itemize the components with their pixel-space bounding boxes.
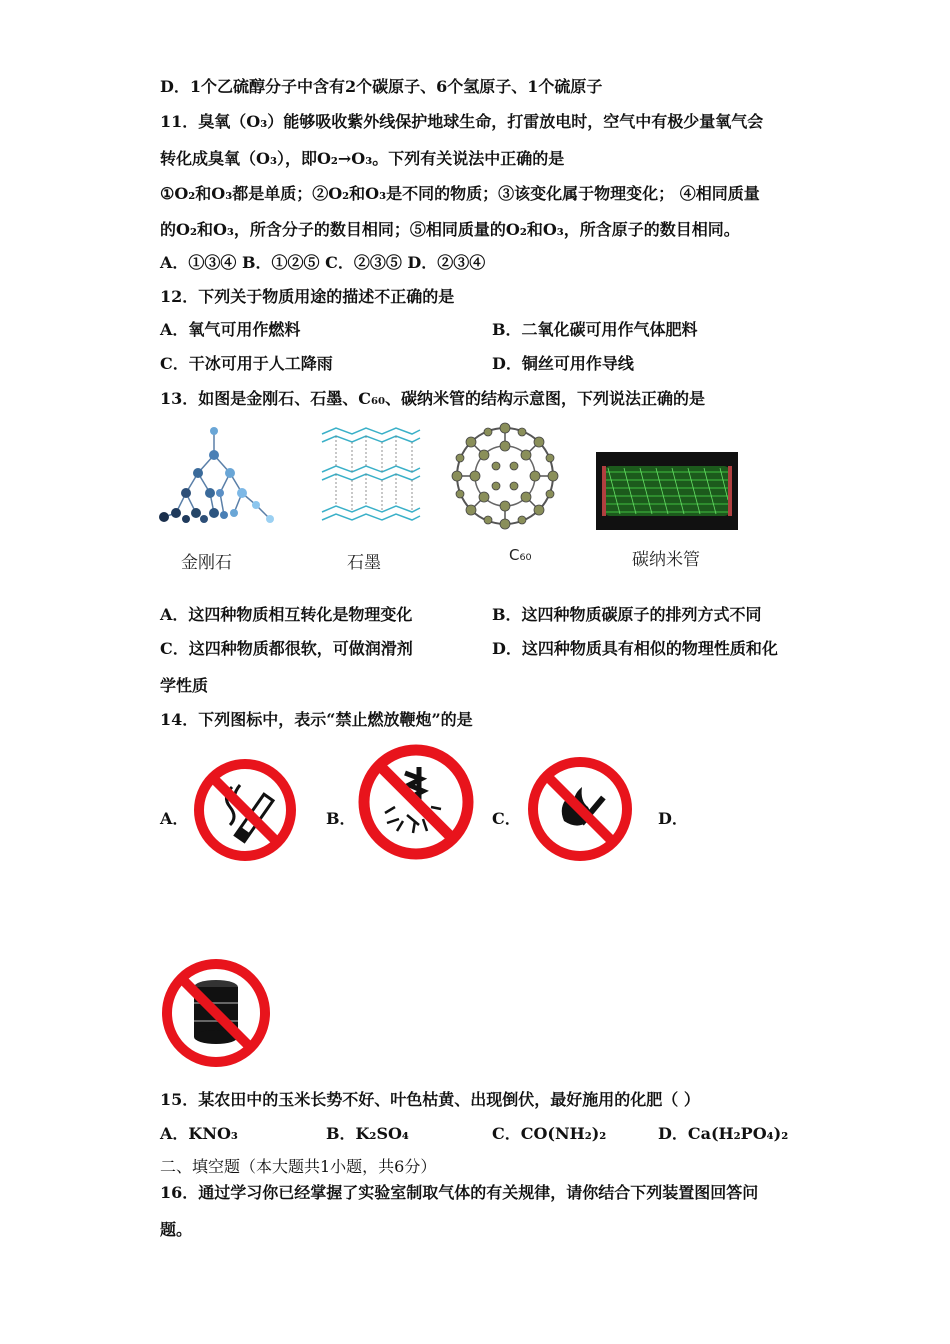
q14-label-d: D． bbox=[658, 809, 688, 828]
graphite-structure-image bbox=[316, 422, 424, 528]
no-fire-icon bbox=[526, 755, 634, 863]
q12-option-a: A．氧气可用作燃料 bbox=[160, 320, 301, 339]
diamond-structure-image bbox=[158, 425, 276, 529]
q16-stem-line1: 16．通过学习你已经掌握了实验室制取气体的有关规律，请你结合下列装置图回答问 bbox=[160, 1183, 759, 1202]
q11-statement-line2: 的O₂和O₃，所含分子的数目相同；⑤相同质量的O₂和O₃，所含原子的数目相同。 bbox=[160, 220, 740, 239]
q11-options: A．①③④ B．①②⑤ C．②③⑤ D．②③④ bbox=[160, 253, 486, 272]
q10-option-d: D．1个乙硫醇分子中含有2个碳原子、6个氢原子、1个硫原子 bbox=[160, 77, 603, 96]
c60-structure-image bbox=[450, 422, 560, 530]
q15-stem: 15．某农田中的玉米长势不好、叶色枯黄、出现倒伏，最好施用的化肥（ ） bbox=[160, 1090, 700, 1109]
q11-stem-line1: 11．臭氧（O₃）能够吸收紫外线保护地球生命，打雷放电时，空气中有极少量氧气会 bbox=[160, 112, 764, 131]
caption-c60: C₆₀ bbox=[509, 546, 532, 564]
q11-stem-line2: 转化成臭氧（O₃），即O₂→O₃。下列有关说法中正确的是 bbox=[160, 149, 565, 168]
q13-option-d: D．这四种物质具有相似的物理性质和化 bbox=[492, 639, 778, 658]
carbon-nanotube-image bbox=[596, 452, 738, 530]
q11-statement-line1: ①O₂和O₃都是单质；②O₂和O₃是不同的物质；③该变化属于物理变化； ④相同质量 bbox=[160, 184, 760, 203]
q12-option-b: B．二氧化碳可用作气体肥料 bbox=[492, 320, 698, 339]
q12-option-c: C．干冰可用于人工降雨 bbox=[160, 354, 333, 373]
q14-label-c: C． bbox=[492, 809, 521, 828]
q15-option-b: B．K₂SO₄ bbox=[326, 1124, 409, 1143]
q13-option-a: A．这四种物质相互转化是物理变化 bbox=[160, 605, 413, 624]
q15-option-c: C．CO(NH₂)₂ bbox=[492, 1124, 607, 1143]
q14-stem: 14．下列图标中，表示“禁止燃放鞭炮”的是 bbox=[160, 710, 473, 729]
caption-graphite: 石墨 bbox=[347, 553, 381, 573]
no-fireworks-icon bbox=[357, 743, 475, 861]
q13-option-d-continued: 学性质 bbox=[160, 676, 209, 695]
q13-option-c: C．这四种物质都很软，可做润滑剂 bbox=[160, 639, 413, 658]
q14-label-a: A． bbox=[160, 809, 189, 828]
q15-option-d: D．Ca(H₂PO₄)₂ bbox=[658, 1124, 789, 1143]
q16-stem-line2: 题。 bbox=[160, 1220, 193, 1239]
caption-diamond: 金刚石 bbox=[181, 553, 232, 573]
section-fill-in-title: 二、填空题（本大题共1小题，共6分） bbox=[160, 1157, 437, 1176]
q13-option-b: B．这四种物质碳原子的排列方式不同 bbox=[492, 605, 762, 624]
q12-option-d: D．铜丝可用作导线 bbox=[492, 354, 634, 373]
q12-stem: 12．下列关于物质用途的描述不正确的是 bbox=[160, 287, 455, 306]
caption-carbon-nanotube: 碳纳米管 bbox=[632, 550, 700, 570]
q14-label-b: B． bbox=[326, 809, 356, 828]
q13-stem: 13．如图是金刚石、石墨、C₆₀、碳纳米管的结构示意图，下列说法正确的是 bbox=[160, 389, 706, 408]
no-smoking-icon bbox=[192, 757, 298, 863]
no-oil-drum-icon bbox=[160, 957, 272, 1069]
q15-option-a: A．KNO₃ bbox=[160, 1124, 238, 1143]
